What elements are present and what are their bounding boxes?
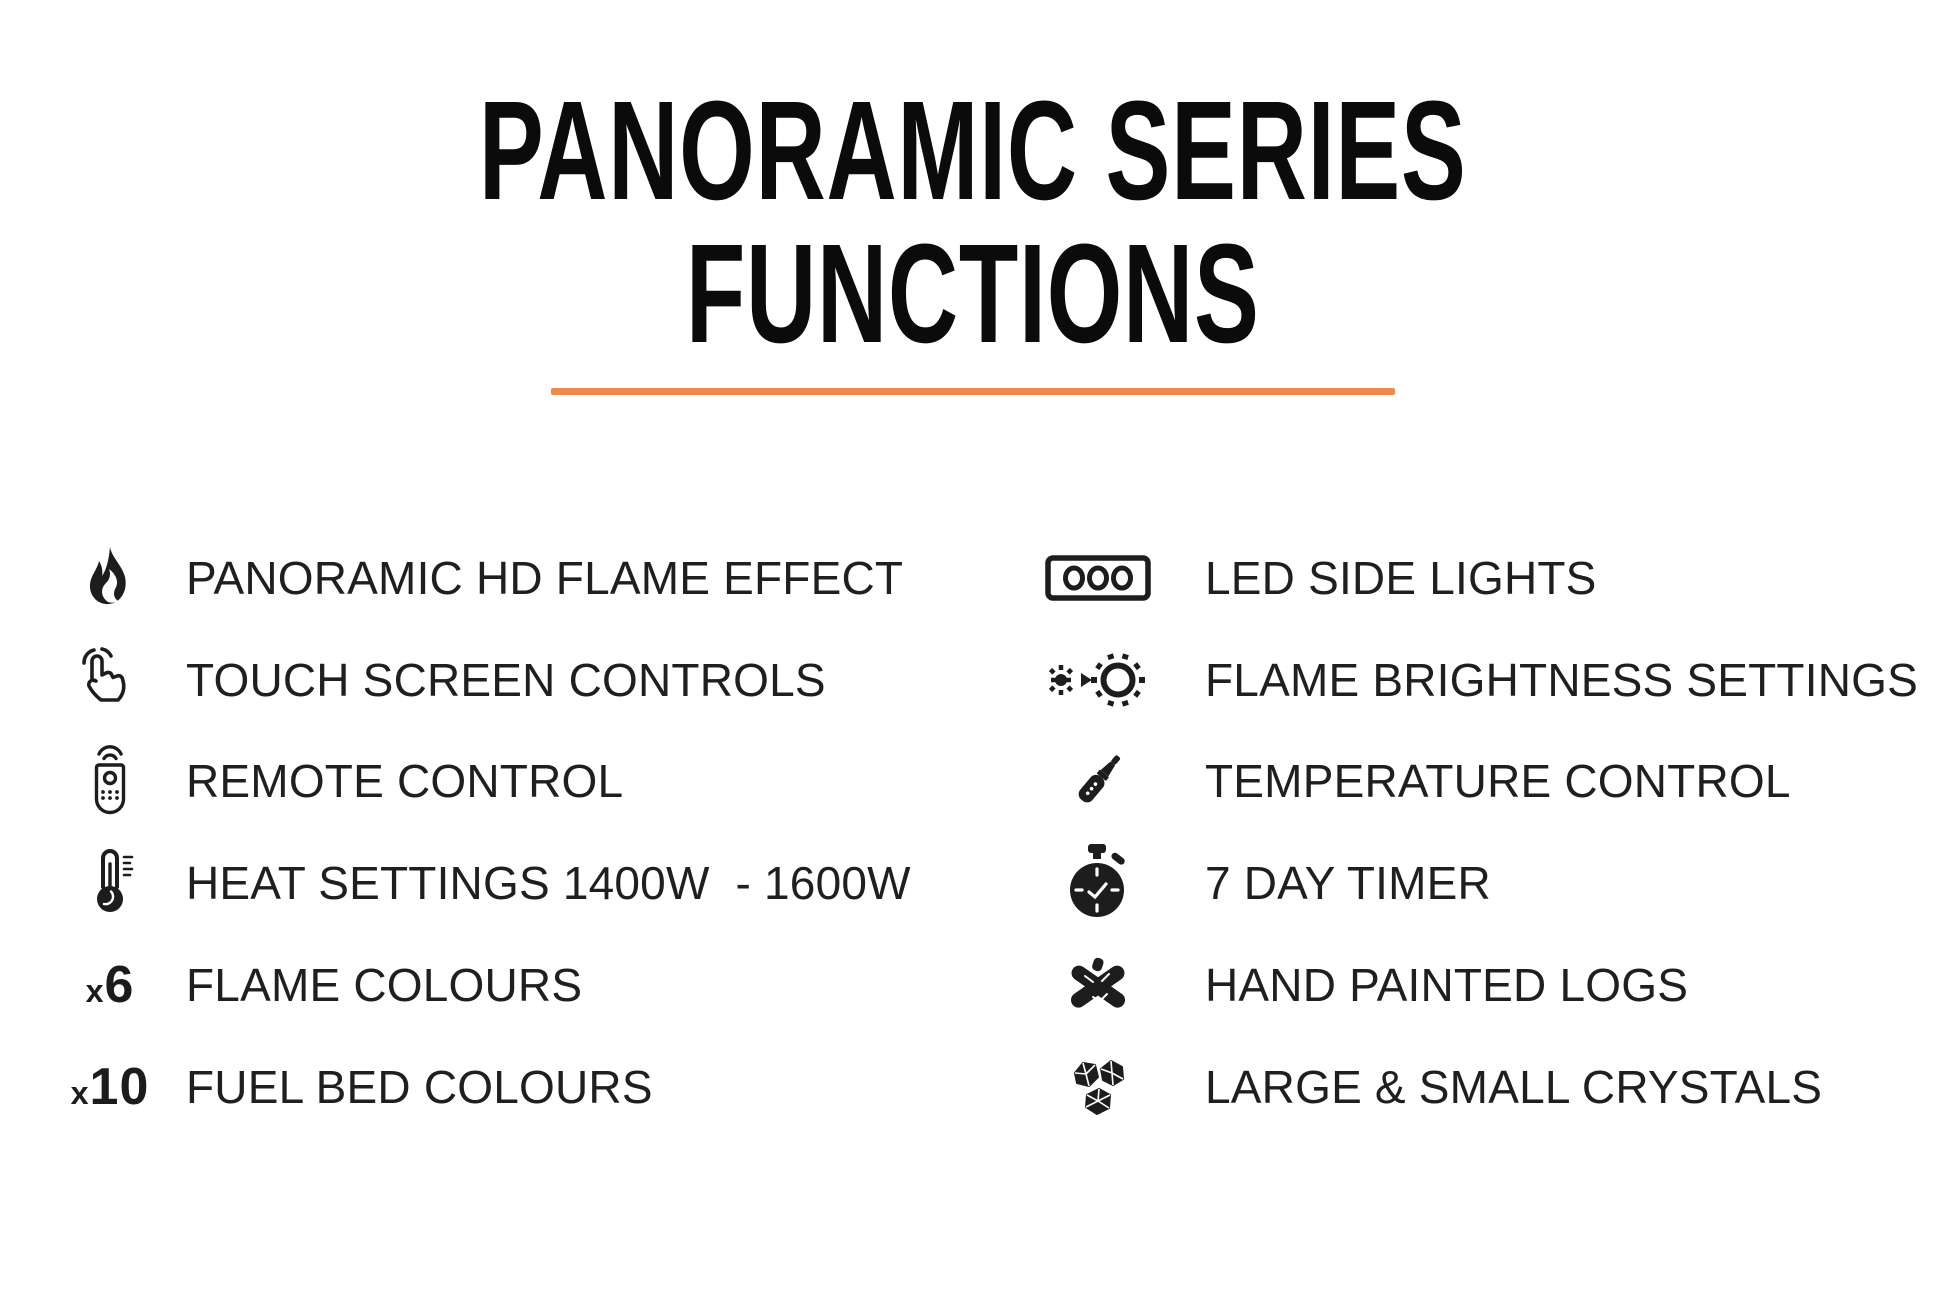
feature-label: HEAT SETTINGS 1400W - 1600W [186,857,911,909]
feature-row [58,731,623,831]
feature-row [1043,833,1491,933]
title-underline [551,388,1395,395]
flame-brightness-icon [1043,653,1153,707]
feature-label: TOUCH SCREEN CONTROLS [186,654,826,706]
feature-row [58,630,826,730]
feature-row [58,833,911,933]
screwdriver-icon [1043,748,1153,814]
thermometer-icon [58,849,162,917]
feature-label: PANORAMIC HD FLAME EFFECT [186,552,904,604]
page-title-line2: FUNCTIONS [686,214,1260,372]
touch-icon [58,647,162,713]
page-title-line1: PANORAMIC SERIES [479,71,1467,229]
feature-label: FLAME BRIGHTNESS SETTINGS [1205,654,1918,706]
feature-row [1043,731,1791,831]
flame-icon [58,546,162,610]
feature-label: LED SIDE LIGHTS [1205,552,1597,604]
remote-icon [58,743,162,819]
feature-row [1043,630,1918,730]
crystals-icon [1043,1055,1153,1119]
feature-row [1043,935,1688,1035]
feature-label: FUEL BED COLOURS [186,1061,653,1113]
feature-row [1043,1037,1822,1137]
feature-row [58,935,582,1035]
x6-multiplier: x6 [85,956,135,1014]
feature-label: FLAME COLOURS [186,959,583,1011]
feature-label: 7 DAY TIMER [1205,857,1491,909]
feature-row [58,528,903,628]
feature-row [1043,528,1597,628]
feature-label: LARGE & SMALL CRYSTALS [1205,1061,1823,1113]
feature-label: TEMPERATURE CONTROL [1205,755,1791,807]
feature-label: HAND PAINTED LOGS [1205,959,1689,1011]
feature-row [58,1037,653,1137]
led-side-lights-icon [1043,555,1153,601]
feature-label: REMOTE CONTROL [186,755,624,807]
stopwatch-icon [1043,843,1153,923]
logs-icon [1043,954,1153,1016]
x10-multiplier: x10 [70,1058,150,1116]
